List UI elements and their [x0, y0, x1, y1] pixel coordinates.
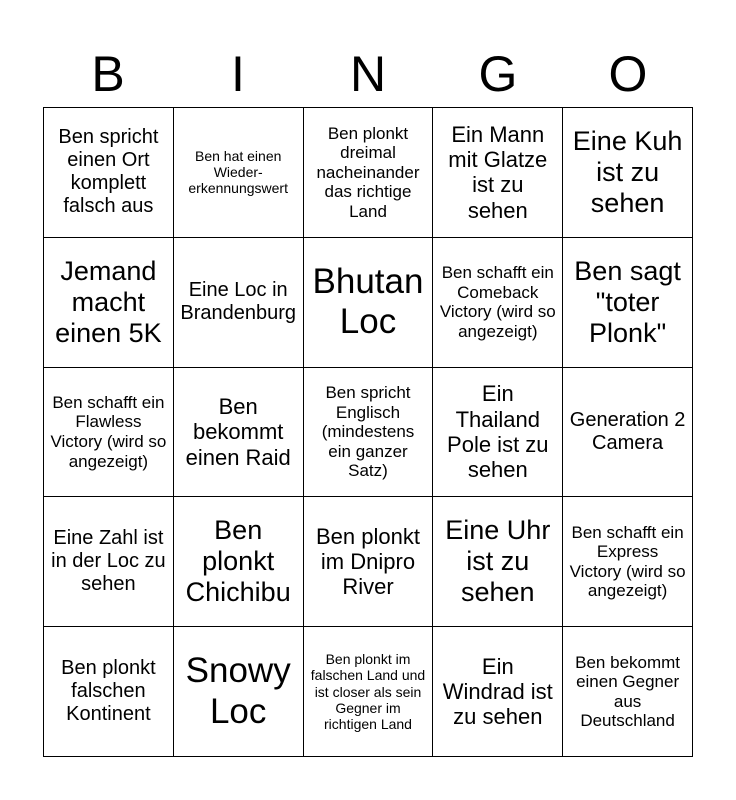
bingo-cell[interactable] [433, 627, 563, 757]
bingo-cell[interactable] [433, 368, 563, 498]
bingo-cell[interactable] [563, 238, 693, 368]
cell-text: Ben hat einen Wieder-erkennungswert [188, 148, 288, 197]
cell-text: Ben sagt "toter Plonk" [574, 255, 681, 348]
header-letter-b: B [91, 46, 125, 102]
bingo-cell[interactable] [44, 627, 174, 757]
cell-text: Ben plonkt im Dnipro River [316, 523, 420, 600]
bingo-cell[interactable] [433, 108, 563, 238]
bingo-cell[interactable] [174, 238, 304, 368]
header-letter-g: G [478, 46, 518, 102]
cell-text: Bhutan Loc [312, 261, 424, 342]
bingo-cell[interactable] [304, 238, 434, 368]
bingo-cell[interactable] [563, 497, 693, 627]
cell-text: Eine Loc in Brandenburg [180, 279, 297, 325]
bingo-cell[interactable] [304, 108, 434, 238]
bingo-cell[interactable] [304, 497, 434, 627]
cell-text: Ben bekommt einen Gegner aus Deutschland [575, 652, 681, 731]
cell-text: Ben plonkt falschen Kontinent [61, 657, 156, 726]
bingo-cell[interactable] [304, 627, 434, 757]
header-letter-i: I [231, 46, 245, 102]
cell-text: Jemand macht einen 5K [55, 255, 162, 348]
bingo-cell[interactable] [563, 368, 693, 498]
cell-text: Eine Kuh ist zu sehen [572, 125, 683, 218]
cell-text: Ben plonkt dreimal nacheinander das richtige Land [316, 123, 420, 221]
cell-text: Eine Uhr ist zu sehen [445, 515, 551, 608]
header-letter-n: N [349, 46, 387, 102]
bingo-cell[interactable] [44, 368, 174, 498]
bingo-card [43, 107, 693, 757]
bingo-cell[interactable] [174, 108, 304, 238]
bingo-cell[interactable] [174, 368, 304, 498]
header-letter-o: O [608, 46, 648, 102]
cell-text: Eine Zahl ist in der Loc zu sehen [51, 527, 166, 596]
cell-text: Ben bekommt einen Raid [185, 394, 291, 470]
bingo-cell[interactable] [433, 238, 563, 368]
cell-text: Ben schafft ein Flawless Victory (wird so angezeigt) [50, 392, 167, 471]
cell-text: Ben plonkt im falschen Land und ist closer als sein Gegner im richtigen Land [310, 651, 426, 732]
bingo-cell[interactable] [304, 368, 434, 498]
cell-text: Ein Thailand Pole ist zu sehen [447, 381, 549, 483]
bingo-cell[interactable] [174, 627, 304, 757]
bingo-cell[interactable] [563, 627, 693, 757]
cell-text: Ben schafft ein Comeback Victory (wird so angezeigt) [439, 263, 556, 341]
cell-text: Ein Mann mit Glatze ist zu sehen [448, 121, 548, 223]
cell-text: Ben spricht Englisch (mindestens ein ganzer Satz) [321, 383, 415, 481]
cell-text: Ein Windrad ist zu sehen [442, 653, 553, 730]
cell-text: Ben spricht einen Ort komplett falsch aus [58, 126, 159, 218]
cell-text: Snowy Loc [185, 651, 291, 731]
bingo-header [43, 40, 693, 108]
cell-text: Ben schafft ein Express Victory (wird so angezeigt) [569, 522, 686, 601]
cell-text: Generation 2 Camera [569, 408, 686, 454]
bingo-cell[interactable] [563, 108, 693, 238]
cell-text: Ben plonkt Chichibu [185, 515, 291, 608]
bingo-cell[interactable] [174, 497, 304, 627]
bingo-cell[interactable] [44, 238, 174, 368]
bingo-cell[interactable] [44, 497, 174, 627]
bingo-cell[interactable] [433, 497, 563, 627]
bingo-cell[interactable] [44, 108, 174, 238]
